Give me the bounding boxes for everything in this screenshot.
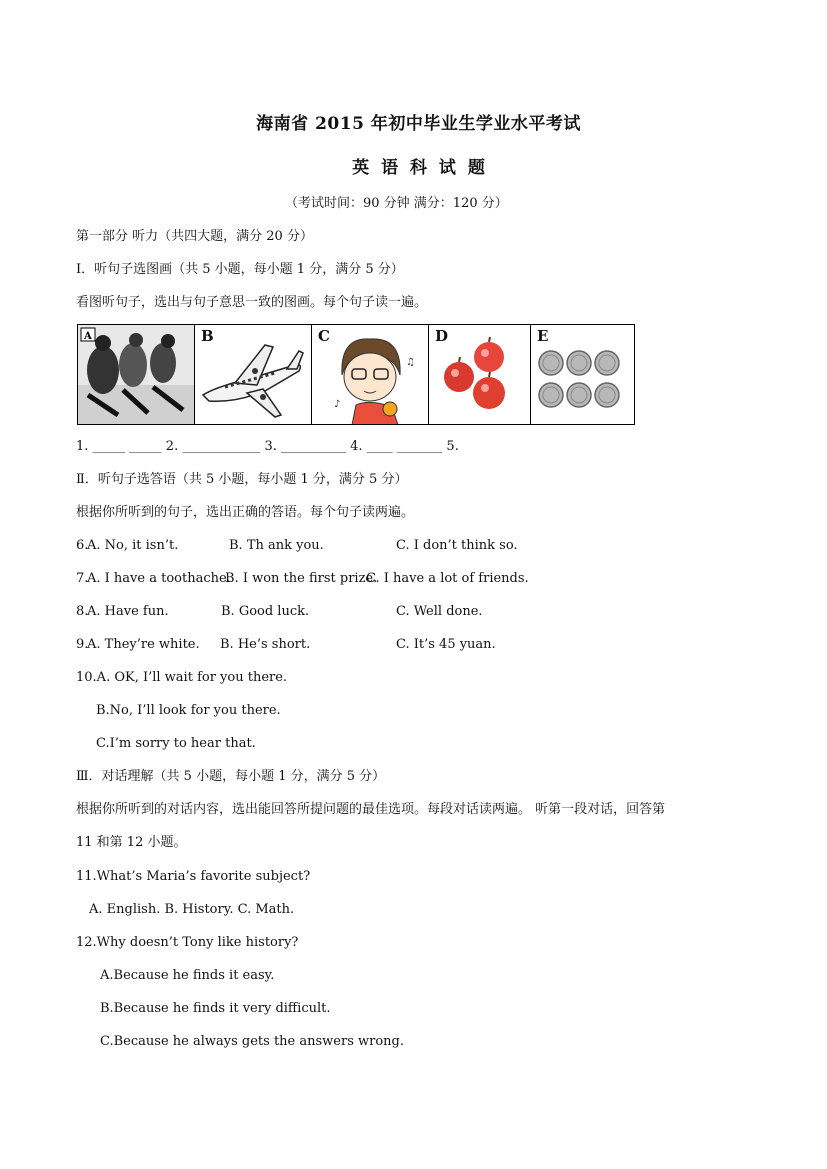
picture-cell-a xyxy=(78,325,195,424)
picture-cell-e xyxy=(531,325,634,424)
question-10-option-a: 10.A. OK, I’ll wait for you there. xyxy=(76,670,288,685)
question-7-option-a: A. I have a toothache. xyxy=(87,571,231,586)
question-11: 11.What’s Maria’s favorite subject? xyxy=(76,869,311,884)
question-11-options: A. English. B. History. C. Math. xyxy=(89,902,295,917)
picture-cell-c xyxy=(312,325,429,424)
question-8-number: 8. xyxy=(76,604,89,619)
svg-text:♫: ♫ xyxy=(406,357,415,368)
picture-label-a: A xyxy=(84,331,92,342)
question-7-option-c: C. I have a lot of friends. xyxy=(366,571,529,586)
subject-title: 英 语 科 试 题 xyxy=(352,158,485,178)
question-7-number: 7. xyxy=(76,571,89,586)
question-8-option-b: B. Good luck. xyxy=(221,604,310,619)
question-9-number: 9. xyxy=(76,637,89,652)
question-6-number: 6. xyxy=(76,538,89,553)
question-9-option-c: C. It’s 45 yuan. xyxy=(396,637,496,652)
question-12: 12.Why doesn’t Tony like history? xyxy=(76,935,299,950)
question-6-option-c: C. I don’t think so. xyxy=(396,538,518,553)
picture-cell-b xyxy=(195,325,312,424)
question-12-option-a: A.Because he finds it easy. xyxy=(100,968,275,983)
ice-skaters-image xyxy=(78,325,195,424)
question-8-option-a: A. Have fun. xyxy=(87,604,169,619)
picture-label-c: C xyxy=(318,327,330,345)
question-9-option-a: A. They’re white. xyxy=(87,637,200,652)
picture-label-e: E xyxy=(537,327,549,345)
answer-blanks: 1. _____ _____ 2. ____________ 3. __________ 4. ____ _______ 5. xyxy=(76,439,459,454)
picture-label-b: B xyxy=(201,327,214,345)
question-8-option-c: C. Well done. xyxy=(396,604,483,619)
question-12-option-c: C.Because he always gets the answers wrong. xyxy=(100,1034,404,1049)
question-10-option-c: C.I’m sorry to hear that. xyxy=(96,736,256,751)
exam-title: 海南省 2015 年初中毕业生学业水平考试 xyxy=(256,114,581,134)
question-12-option-b: B.Because he finds it very difficult. xyxy=(100,1001,331,1016)
section1-heading: I．听句子选图画（共 5 小题，每小题 1 分，满分 5 分） xyxy=(76,262,404,277)
picture-table xyxy=(77,324,635,425)
question-9-option-b: B. He’s short. xyxy=(220,637,311,652)
exam-info: （考试时间：90 分钟 满分：120 分） xyxy=(285,196,508,211)
section3-instruction-line2: 11 和第 12 小题。 xyxy=(76,835,187,850)
question-10-option-b: B.No, I’ll look for you there. xyxy=(96,703,281,718)
section2-instruction: 根据你所听到的句子，选出正确的答语。每个句子读两遍。 xyxy=(76,505,415,520)
question-6-option-a: A. No, it isn’t. xyxy=(87,538,179,553)
section3-instruction-line1: 根据你所听到的对话内容，选出能回答所提问题的最佳选项。每段对话读两遍。 听第一段对话，回答第 xyxy=(76,802,666,817)
section3-heading: Ⅲ．对话理解（共 5 小题，每小题 1 分，满分 5 分） xyxy=(76,769,386,784)
question-7-option-b: B. I won the first prize. xyxy=(225,571,378,586)
part1-heading: 第一部分 听力（共四大题，满分 20 分） xyxy=(76,229,313,244)
question-6-option-b: B. Th ank you. xyxy=(229,538,324,553)
svg-text:♪: ♪ xyxy=(334,399,341,410)
section2-heading: Ⅱ．听句子选答语（共 5 小题，每小题 1 分，满分 5 分） xyxy=(76,472,408,487)
picture-label-d: D xyxy=(435,327,449,345)
picture-cell-d xyxy=(429,325,531,424)
section1-instruction: 看图听句子，选出与句子意思一致的图画。每个句子读一遍。 xyxy=(76,295,428,310)
